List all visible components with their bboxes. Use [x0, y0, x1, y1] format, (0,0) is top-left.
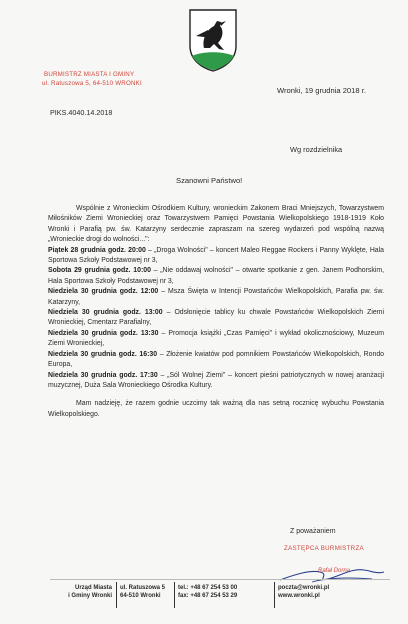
- footer-address: [120, 584, 172, 600]
- event-item: [48, 266, 384, 287]
- greeting: Szanowni Państwo!: [176, 176, 243, 185]
- stamp-line-1: BURMISTRZ MIASTA I GMINY: [44, 71, 135, 78]
- signature-stamp-name: Rafał Dorna: [318, 568, 351, 574]
- event-item: [48, 350, 384, 371]
- coat-of-arms-logo: [188, 8, 238, 72]
- event-item: [48, 287, 384, 308]
- footer-text: Urząd Miasta: [74, 585, 112, 591]
- closing-salutation: Z poważaniem: [290, 528, 336, 535]
- event-date: Niedziela 30 grudnia godz. 13:00: [48, 309, 163, 317]
- footer-office-name: [50, 584, 112, 600]
- event-item: [48, 329, 384, 350]
- footer-text: fax: +48 67 254 53 29: [178, 593, 238, 600]
- footer-email[interactable]: poczta@wronki.pl: [278, 585, 330, 591]
- stamp-line-2: ul. Ratuszowa 5, 64-510 WRONKI: [42, 80, 142, 87]
- office-stamp: [40, 70, 160, 88]
- footer-contact: [278, 584, 388, 600]
- event-item: [48, 308, 384, 329]
- distribution-note: Wg rozdzielnika: [290, 145, 343, 154]
- event-text: – „Sól Wolnej Ziemi" – koncert pieśni patriotycznych w nowej aranżacji muzycznej, Duża Sala Wronieckiego Ośrodka Kultury.: [48, 371, 385, 389]
- event-text: – „Droga Wolności" – koncert Maleo Reggae Rockers i Panny Wyklęte, Hala Sportowa Szkoły Podstawowej nr 3,: [48, 246, 384, 265]
- footer-text: i Gminy Wronki: [68, 593, 112, 600]
- letterhead-footer: [50, 582, 390, 610]
- footer-divider: [50, 579, 390, 580]
- footer-text: tel.: +48 67 254 53 00: [178, 585, 238, 591]
- footer-text: ul. Ratuszowa 5: [120, 585, 166, 591]
- event-date: Niedziela 30 grudnia godz. 12:00: [48, 288, 159, 296]
- signature-stamp-title: ZASTĘPCA BURMISTRZA: [284, 545, 364, 552]
- event-item: [48, 246, 384, 267]
- intro-paragraph: Wspólnie z Wronieckim Ośrodkiem Kultury, wronieckim Zakonem Braci Mniejszych, Towarzystwem Miłośników Ziemi Wronieckiej oraz Towarzystwem Pamięci Powstania Wielkopolskiego 1918-1919 Koło Wronki i Parafią pw. św. Katarzyny serdecznie zapraszam na szereg wydarzeń pod wspólną nazwą „Wronieckie drogi do wolności...":: [48, 205, 384, 244]
- letter-body: [48, 204, 384, 420]
- event-date: Piątek 28 grudnia godz. 20:00: [48, 246, 146, 254]
- footer-website[interactable]: www.wronki.pl: [278, 593, 320, 600]
- closing-paragraph: Mam nadzieję, że razem godnie uczcimy tak ważną dla nas setną rocznicę wybuchu Powstania Wielkopolskiego.: [48, 400, 384, 418]
- reference-number: PIKS.4040.14.2018: [50, 108, 113, 117]
- event-date: Niedziela 30 grudnia godz. 16:30: [48, 350, 158, 358]
- footer-separator: [174, 582, 175, 608]
- footer-separator: [116, 582, 117, 608]
- event-item: [48, 371, 384, 392]
- place-and-date: Wronki, 19 grudnia 2018 r.: [277, 86, 366, 95]
- footer-phone: [178, 584, 270, 600]
- event-text: – „Nie oddawaj wolności" – otwarte spotkanie z gen. Janem Podhorskim, Hala Sportowa Szkoły Podstawowej nr 3,: [48, 267, 384, 285]
- event-text: – Msza Święta w Intencji Powstańców Wielkopolskich, Parafia pw. św. Katarzyny,: [48, 288, 384, 306]
- event-text: – Odsłonięcie tablicy ku chwale Powstańców Wielkopolskich Ziemi Wronieckiej, Cmentarz Parafialny,: [48, 309, 384, 327]
- event-text: – Promocja książki „Czas Pamięci" i wykład okolicznościowy, Muzeum Ziemi Wronieckiej,: [48, 329, 385, 348]
- event-date: Niedziela 30 grudnia godz. 17:30: [48, 371, 158, 379]
- footer-separator: [274, 582, 275, 608]
- event-date: Sobota 29 grudnia godz. 10:00: [48, 267, 151, 275]
- footer-text: 64-510 Wronki: [120, 593, 161, 600]
- event-text: – Złożenie kwiatów pod pomnikiem Powstańców Wielkopolskich, Rondo Europa,: [48, 350, 384, 369]
- handwritten-signature: [276, 552, 388, 586]
- event-date: Niedziela 30 grudnia godz. 13:30: [48, 329, 159, 337]
